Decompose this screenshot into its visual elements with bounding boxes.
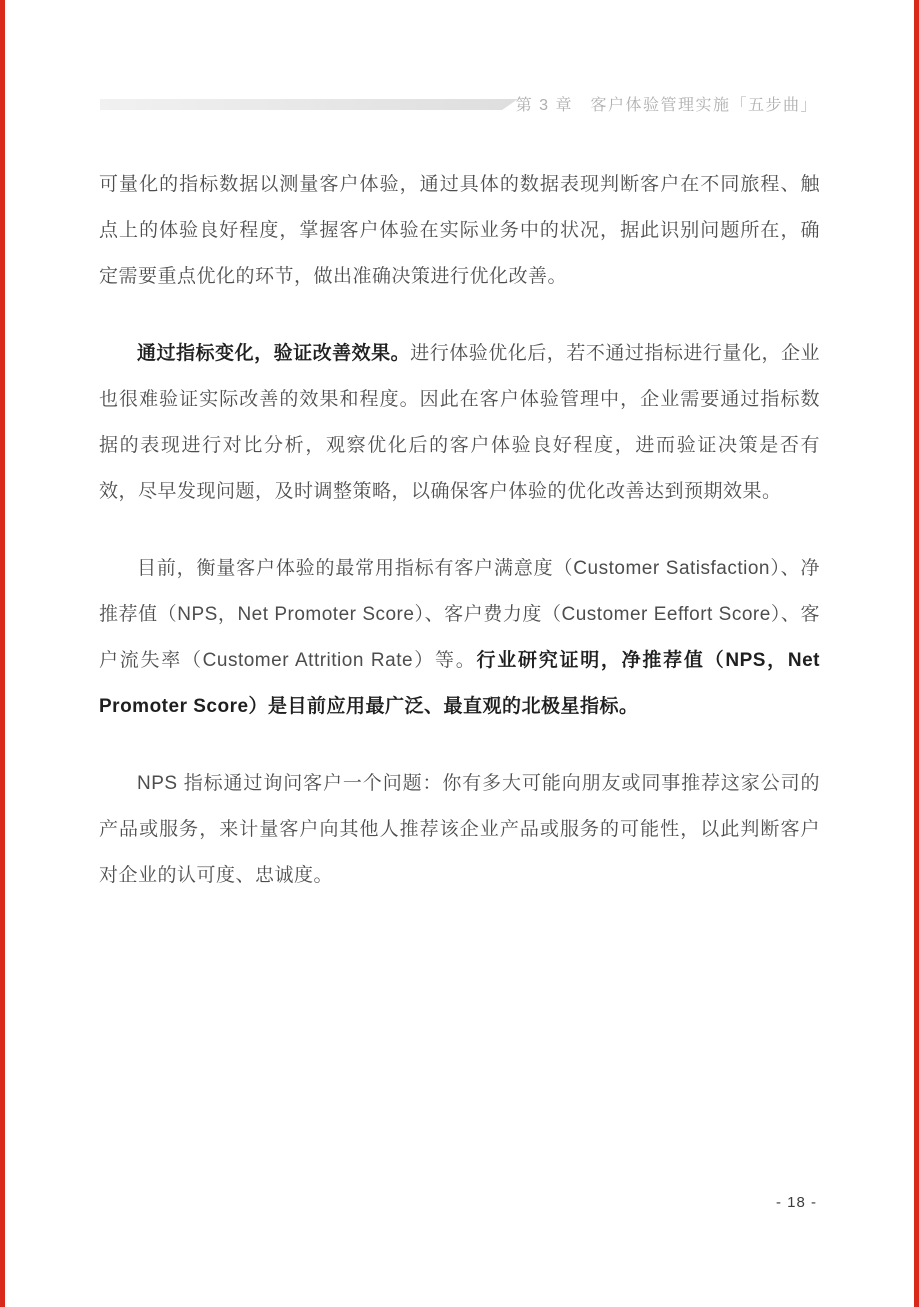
bold-text-run: 行业研究证明，净推荐值（NPS，Net Promoter Score）是目前应用最广泛、最直观的北极星指标。 [99,650,820,717]
text-run: 可量化的指标数据以测量客户体验，通过具体的数据表现判断客户在不同旅程、触点上的体验良好程度，掌握客户体验在实际业务中的状况，据此识别问题所在，确定需要重点优化的环节，做出准确决策进行优化改善。 [99,174,820,287]
page-edge-left [0,0,5,1307]
paragraph [99,162,820,300]
paragraph [99,761,820,899]
bold-text-run: 通过指标变化，验证改善效果。 [137,343,411,364]
body-text [99,162,820,899]
chapter-header-title: 第 3 章 客户体验管理实施「五步曲」 [515,97,818,114]
text-run: 目前，衡量客户体验的最常用指标有客户满意度（Customer Satisfaction）、净推荐值（NPS，Net Promoter Score）、客户费力度（Customer Eeffort Score）、客户流失率（Customer Attrition Rate）等。 [99,558,820,671]
paragraph [99,331,820,515]
page-number: - 18 - [775,1194,817,1211]
page-edge-right [914,0,919,1307]
text-run: NPS 指标通过询问客户一个问题：你有多大可能向朋友或同事推荐这家公司的产品或服务，来计量客户向其他人推荐该企业产品或服务的可能性，以此判断客户对企业的认可度、忠诚度。 [99,773,820,886]
text-run: 进行体验优化后，若不通过指标进行量化，企业也很难验证实际改善的效果和程度。因此在客户体验管理中，企业需要通过指标数据的表现进行对比分析，观察优化后的客户体验良好程度，进而验证决策是否有效，尽早发现问题，及时调整策略，以确保客户体验的优化改善达到预期效果。 [99,343,820,502]
paragraph [99,546,820,730]
header-decoration-bar [100,99,518,110]
